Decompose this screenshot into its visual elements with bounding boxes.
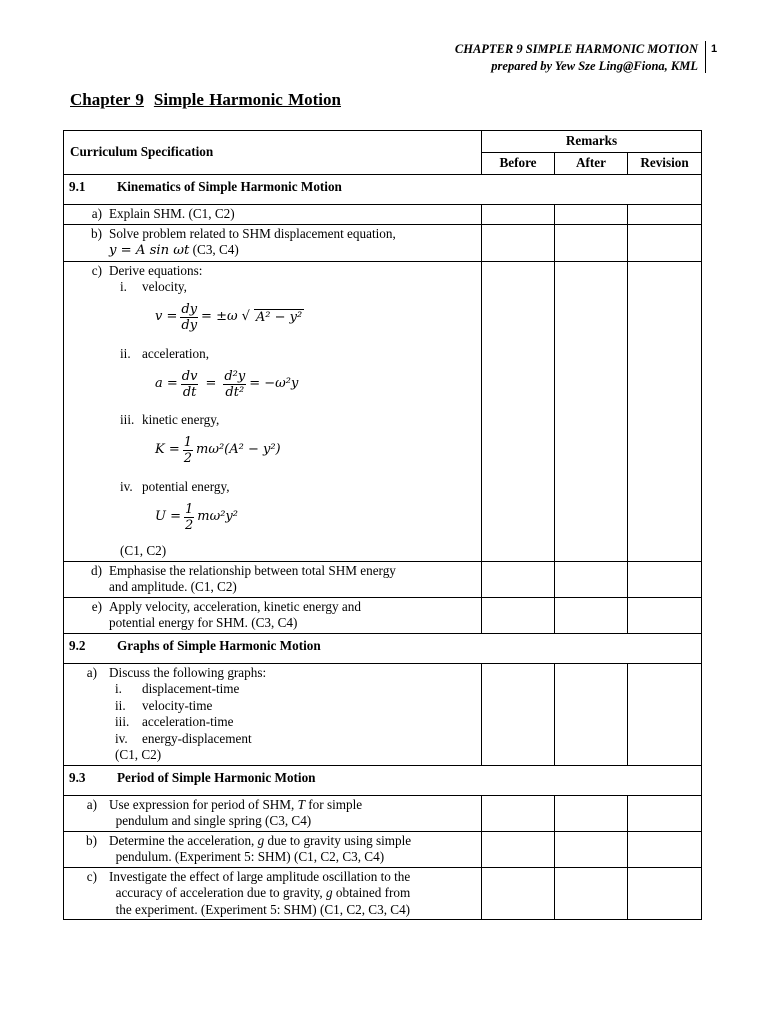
cell-after[interactable] (555, 205, 628, 225)
section-9-2: 9.2 Graphs of Simple Harmonic Motion (64, 633, 702, 663)
section-9-1: 9.1 Kinematics of Simple Harmonic Motion (64, 175, 702, 205)
cell-before[interactable] (482, 795, 555, 831)
cell-before[interactable] (482, 224, 555, 261)
cell-revision[interactable] (628, 831, 702, 867)
page-title (70, 90, 341, 110)
cell-before[interactable] (482, 561, 555, 597)
cell-before[interactable] (482, 831, 555, 867)
cell-revision[interactable] (628, 205, 702, 225)
cell-after[interactable] (555, 561, 628, 597)
section-9-3: 9.3 Period of Simple Harmonic Motion (64, 765, 702, 795)
cell-revision[interactable] (628, 867, 702, 920)
header-remarks: Remarks (482, 131, 702, 153)
cell-after[interactable] (555, 831, 628, 867)
header-divider (705, 41, 706, 73)
equation-acceleration: a = $\frac{dv}{dt}$ = $\frac{\text{d²y}}{\text{dt²}}$ = −ω²y (155, 368, 299, 400)
item-9-3-a: a) Use expression for period of SHM, T for simple pendulum and single spring (C3, C4) (64, 795, 482, 831)
equation-kinetic-energy: K = $\frac{1}{2}$ mω²(A² − y²) (155, 435, 281, 466)
cell-revision[interactable] (628, 561, 702, 597)
cell-before[interactable] (482, 867, 555, 920)
header-revision: Revision (628, 153, 702, 175)
item-9-1-e: e) Apply velocity, acceleration, kinetic energy and potential energy for SHM. (C3, C4) (64, 597, 482, 633)
cell-revision[interactable] (628, 663, 702, 765)
cell-revision[interactable] (628, 795, 702, 831)
header-spec: Curriculum Specification (64, 131, 482, 175)
item-9-2-a: a) Discuss the following graphs: i. displacement-time ii. velocity-time iii. acceleration-time iv. energy-displacement (C1, C2) (64, 663, 482, 765)
curriculum-table (63, 130, 702, 920)
header-before: Before (482, 153, 555, 175)
cell-revision[interactable] (628, 224, 702, 261)
header-author: prepared by Yew Sze Ling@Fiona, KML (491, 59, 698, 73)
header-after: After (555, 153, 628, 175)
item-9-1-a: a) Explain SHM. (C1, C2) (64, 205, 482, 225)
cell-before[interactable] (482, 261, 555, 561)
cell-after[interactable] (555, 261, 628, 561)
item-9-1-c: c) Derive equations: i. velocity, v = $\frac{dy}{dy}$ = ±ω √ A² − y² ii. acceleration, a = $\frac{dv}{dt}$ = $\frac{\text{d²y}}{\text{dt²}}$ = −ω²y iii. kinetic energy, K = $\frac{1}{2}$ mω²(A² − y²) iv. potential energy, U = $\frac{1}{2}$ mω²y² (C1, C2) (64, 261, 482, 561)
item-9-3-b: b) Determine the acceleration, g due to gravity using simple pendulum. (Experiment 5: SHM) (C1, C2, C3, C4) (64, 831, 482, 867)
cell-after[interactable] (555, 795, 628, 831)
chapter-name: Simple Harmonic Motion (153, 90, 341, 109)
item-9-1-b: b) Solve problem related to SHM displacement equation, y = A sin ωt (C3, C4) (64, 224, 482, 261)
cell-after[interactable] (555, 224, 628, 261)
running-header (455, 41, 698, 75)
cell-before[interactable] (482, 205, 555, 225)
cell-revision[interactable] (628, 597, 702, 633)
cell-after[interactable] (555, 597, 628, 633)
cell-after[interactable] (555, 867, 628, 920)
cell-revision[interactable] (628, 261, 702, 561)
equation-velocity: v = $\frac{dy}{dy}$ = ±ω √ A² − y² (155, 302, 303, 333)
cell-after[interactable] (555, 663, 628, 765)
cell-before[interactable] (482, 597, 555, 633)
item-9-1-d: d) Emphasise the relationship between total SHM energy and amplitude. (C1, C2) (64, 561, 482, 597)
equation-displacement: y = A sin ωt (109, 243, 190, 258)
header-chapter: CHAPTER 9 SIMPLE HARMONIC MOTION (454, 42, 698, 56)
equation-potential-energy: U = $\frac{1}{2}$ mω²y² (155, 501, 238, 533)
chapter-number: Chapter 9 (70, 90, 144, 109)
page-number: 1 (711, 43, 718, 55)
cell-before[interactable] (482, 663, 555, 765)
item-9-3-c: c) Investigate the effect of large amplitude oscillation to the accuracy of acceleration due to gravity, g obtained from the experiment. (Experiment 5: SHM) (C1, C2, C3, C4) (64, 867, 482, 920)
